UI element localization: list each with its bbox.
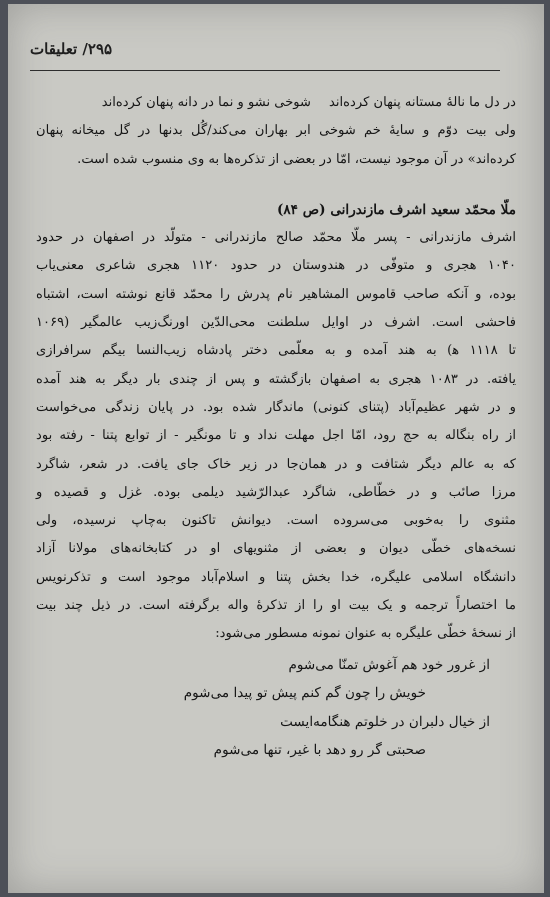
- paragraph-line: یافته. در ۱۰۸۳ هجری به اصفهان بازگشته و پس از چندی بار دیگر به هند آمده: [36, 371, 517, 387]
- paragraph-line: از نسخهٔ خطّی علیگره به عنوان نمونه مسطور می‌شود:: [215, 626, 516, 642]
- intro-line: کرده‌اند» در آن موجود نیست، امّا در بعضی از تذکره‌ها به وی منسوب شده است.: [77, 151, 516, 167]
- intro-verse-first-line: [36, 89, 516, 117]
- poem-hemistich: خویش را چون گم کنم پیش تو پیدا می‌شوم: [183, 685, 426, 702]
- intro-verse-left-hemistich: شوخی نشو و نما در دانه پنهان کرده‌اند: [101, 95, 312, 110]
- paragraph-line: مرزا صائب و در خطّاطی، شاگرد عبدالرّشید دیلمی بوده. غزل و قصیده و: [36, 484, 516, 500]
- header-rule: [30, 70, 500, 71]
- paragraph-line: نسخه‌های خطّی دیوان و بعضی از مثنویهای او در کتابخانه‌های مولانا آزاد: [36, 541, 516, 557]
- section-heading: ملّا محمّد سعید اشرف مازندرانی (ص ۸۴): [276, 201, 516, 218]
- running-header: [30, 40, 495, 66]
- paragraph-line: بوده، و آنکه صاحب قاموس المشاهیر نام پدرش را محمّد قانع نوشته است، اشتباه: [36, 286, 516, 302]
- section-paragraph: [36, 224, 516, 648]
- poem-sample: [36, 651, 516, 765]
- paragraph-line: ما اختصاراً ترجمه و یک بیت او را از تذکرهٔ واله برگرفته است. در ذیل چند بیت: [36, 598, 516, 614]
- poem-hemistich: صحبتی گر رو دهد با غیر، تنها می‌شوم: [213, 742, 426, 759]
- page-number-and-section-title: ۲۹۵/ تعلیقات: [30, 40, 113, 58]
- paragraph-line: دانشگاه اسلامی علیگره، خدا بخش پتنا و اسلام‌آباد موجود است و تذکرنویس: [36, 569, 516, 585]
- poem-hemistich: از غرور خود هم آغوش تمنّا می‌شوم: [288, 656, 490, 673]
- intro-verse-right-hemistich: در دل ما نالهٔ مستانه پنهان کرده‌اند: [329, 95, 516, 110]
- paragraph-line: و در شهر عظیم‌آباد (پتنای کنونی) ماندگار شده بود. در پایان زندگی می‌خواست: [36, 399, 516, 415]
- paragraph-line: فاحشی است. اشرف در اوایل سلطنت محی‌الدّین اورنگ‌زیب عالمگیر (۱۰۶۹: [36, 315, 516, 331]
- paragraph-line: ۱۰۴۰ هجری و متوفّی در هندوستان در حدود ۱۱۲۰ هجری شاعری معنی‌یاب: [36, 258, 516, 274]
- intro-line: ولی بیت دوّم و سایهٔ خم شوخی ابر بهاران می‌کند/گُل بدنها در گل میخانه پنهان: [36, 123, 516, 139]
- paragraph-line: که به عالم دیگر شتافت و در همان‌جا در زیر خاک جای یافت. در شعر، شاگرد: [36, 456, 516, 472]
- book-page: [8, 4, 544, 893]
- paragraph-line: از راه بنگاله به حج رود، امّا اجل مهلت نداد و تا مونگیر - از توابع پتنا - رفته بود: [36, 428, 516, 444]
- page-body: [36, 89, 516, 765]
- paragraph-line: مثنوی را به‌خوبی می‌سروده است. دیوانش تاکنون به‌چاپ نرسیده، ولی: [36, 513, 516, 529]
- paragraph-line: اشرف مازندرانی - پسر ملّا محمّد صالح مازندرانی - متولّد در اصفهان در حدود: [36, 230, 516, 246]
- paragraph-line: تا ۱۱۱۸ ﻫ) به هند آمده و به معلّمی دختر پادشاه زیب‌النسا بیگم سرافرازی: [36, 343, 516, 359]
- poem-hemistich: از خیال دلبران در خلوتم هنگامه‌ایست: [280, 713, 490, 730]
